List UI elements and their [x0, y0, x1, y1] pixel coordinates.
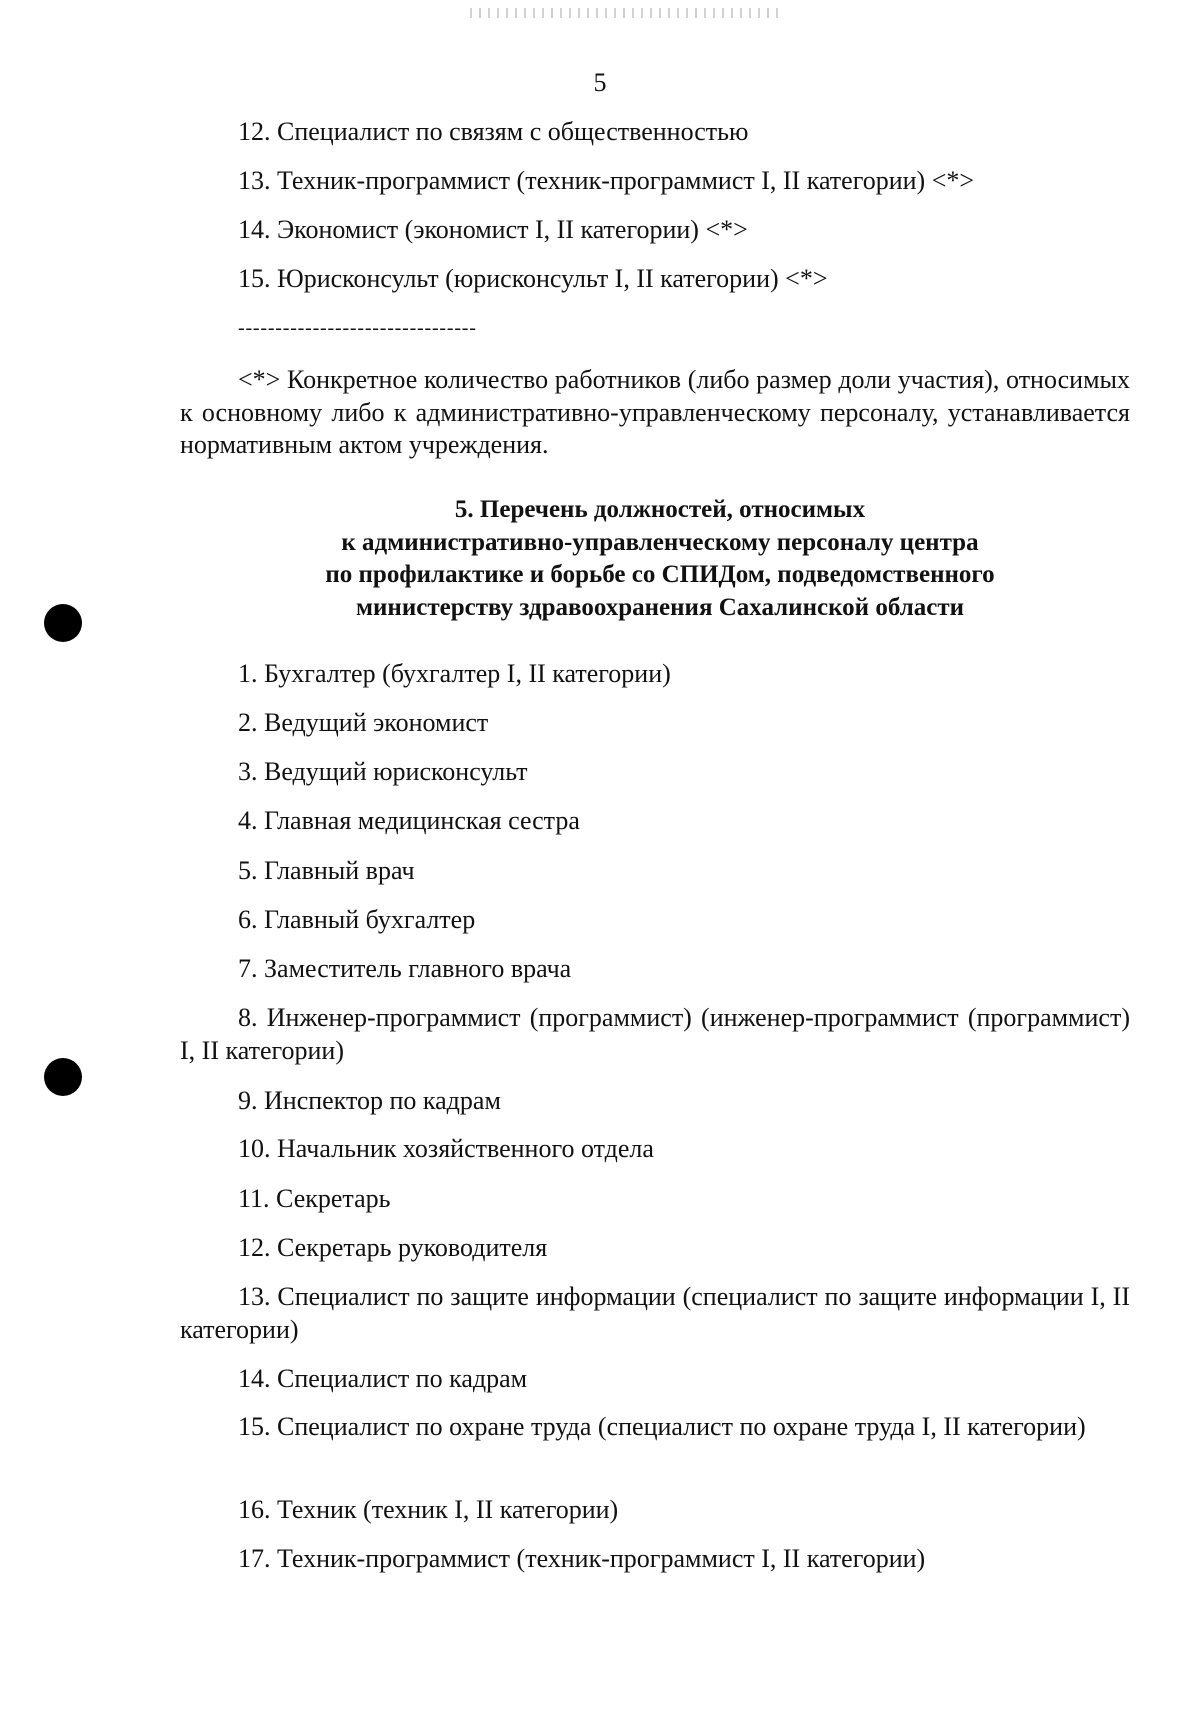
- list-item: 15. Специалист по охране труда (специалист по охране труда I, II категории): [238, 1412, 1086, 1441]
- section-title: [230, 494, 1090, 624]
- footnote: <*> Конкретное количество работников (либо размер доли участия), относимых к основному либо к административно-управленческому персоналу, устанавливается нормативным актом учреждения.: [180, 365, 1130, 459]
- list-item: 10. Начальник хозяйственного отдела: [238, 1134, 654, 1163]
- list-item: 17. Техник-программист (техник-программист I, II категории): [238, 1544, 926, 1573]
- footnote-separator: --------------------------------: [238, 317, 477, 339]
- list-item: 12. Специалист по связям с общественностью: [238, 117, 749, 146]
- list-item: 6. Главный бухгалтер: [238, 905, 476, 934]
- section-title-line: по профилактике и борьбе со СПИДом, подведомственного: [325, 561, 995, 588]
- list-item: 12. Секретарь руководителя: [238, 1233, 548, 1262]
- list-item: 1. Бухгалтер (бухгалтер I, II категории): [238, 659, 671, 688]
- section-title-line: министерству здравоохранения Сахалинской области: [355, 593, 965, 621]
- list-item: 7. Заместитель главного врача: [238, 954, 572, 983]
- list-item: 8. Инженер-программист (программист) (инженер-программист (программист) I, II категории): [180, 1003, 1130, 1065]
- list-item: 16. Техник (техник I, II категории): [238, 1495, 619, 1524]
- punch-hole-upper: [44, 604, 82, 642]
- list-item: 13. Специалист по защите информации (специалист по защите информации I, II категории): [180, 1282, 1130, 1344]
- list-item: 15. Юрисконсульт (юрисконсульт I, II категории) <*>: [238, 264, 828, 293]
- list-item: 9. Инспектор по кадрам: [238, 1086, 501, 1115]
- scan-artifact: [470, 8, 780, 18]
- list-item: 3. Ведущий юрисконсульт: [238, 757, 528, 786]
- list-item: 14. Экономист (экономист I, II категории) <*>: [238, 215, 748, 244]
- section-title-line: 5. Перечень должностей, относимых: [454, 496, 866, 523]
- page-number: 5: [593, 68, 607, 97]
- list-item: 2. Ведущий экономист: [238, 708, 489, 737]
- list-item: 13. Техник-программист (техник-программист I, II категории) <*>: [238, 166, 975, 195]
- punch-hole-lower: [44, 1058, 82, 1096]
- list-item: 5. Главный врач: [238, 856, 415, 885]
- list-item: 14. Специалист по кадрам: [238, 1364, 528, 1393]
- list-item: 11. Секретарь: [238, 1184, 391, 1213]
- list-item: 4. Главная медицинская сестра: [238, 806, 580, 835]
- section-title-line: к административно-управленческому персоналу центра: [341, 528, 979, 556]
